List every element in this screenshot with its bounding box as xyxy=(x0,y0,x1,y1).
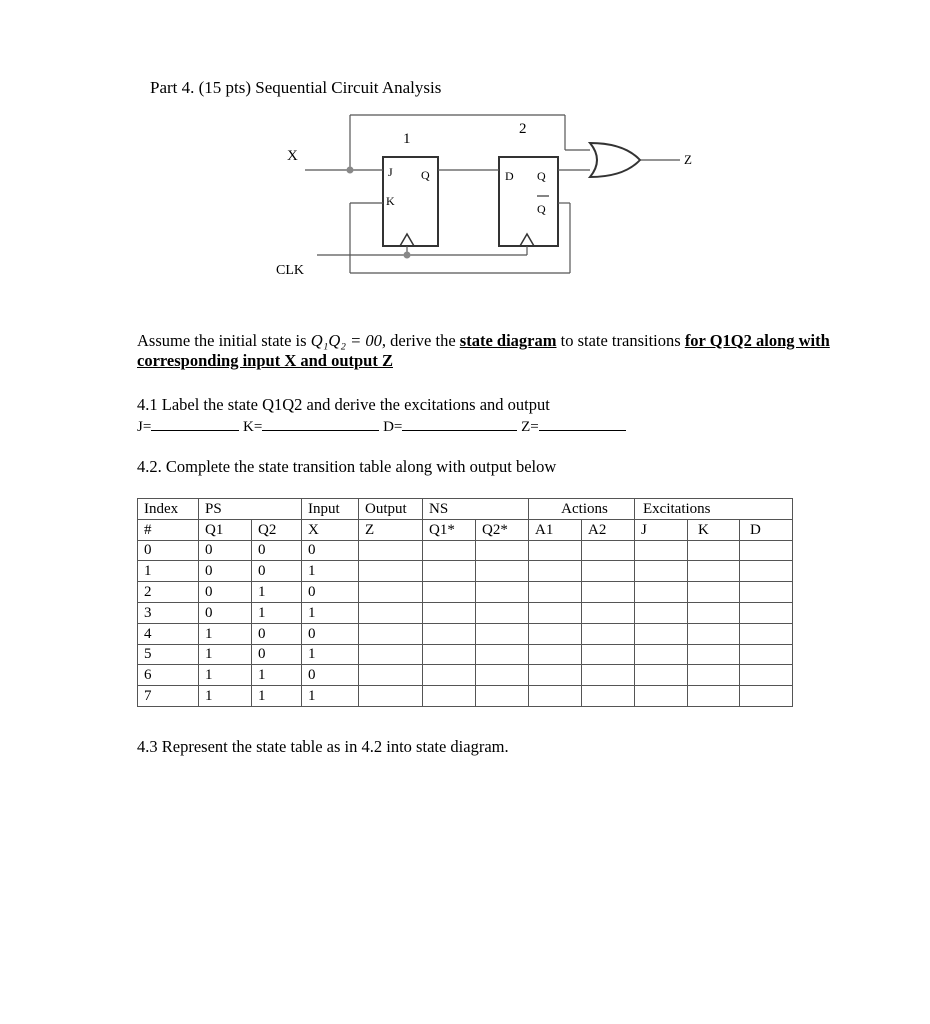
ff2-number: 2 xyxy=(519,121,527,137)
page-title: Part 4. (15 pts) Sequential Circuit Analysis xyxy=(150,78,442,97)
excitation-blanks xyxy=(137,416,626,436)
state-transition-table xyxy=(137,498,793,707)
clk-junction-dot xyxy=(404,252,411,259)
ff2-d-pin: D xyxy=(505,169,514,183)
bold-for-q1q2: for Q1Q2 along with corresponding input X and output Z xyxy=(137,331,830,370)
h1-output: Output xyxy=(359,499,423,520)
j-label: J= xyxy=(137,419,152,435)
x-junction-dot xyxy=(347,167,354,174)
section-4-3: 4.3 Represent the state table as in 4.2 into state diagram. xyxy=(137,737,509,756)
z-blank[interactable] xyxy=(539,416,626,431)
label-z: Z xyxy=(684,152,692,167)
ff1-q-pin: Q xyxy=(421,168,430,182)
section-4-2: 4.2. Complete the state transition table along with output below xyxy=(137,457,557,476)
label-clk: CLK xyxy=(276,263,304,278)
z-label: Z= xyxy=(521,419,539,435)
initial-state-math: Q₁Q₂ = 00 xyxy=(310,331,382,350)
d-label: D= xyxy=(383,419,403,435)
d-blank[interactable] xyxy=(402,416,517,431)
h1-index: Index xyxy=(138,499,199,520)
ff2-qbar-pin: Q xyxy=(537,202,546,216)
question-text: Assume the initial state is Q₁Q₂ = 00, derive the state diagram to state transitions for Q1Q2 along with corresponding input X and output Z xyxy=(137,331,830,370)
label-x: X xyxy=(287,148,298,164)
k-label: K= xyxy=(243,419,263,435)
ff2-q-pin: Q xyxy=(537,169,546,183)
h1-excitations: Excitations xyxy=(635,499,793,520)
table-row: 7 1 1 1 xyxy=(138,686,793,707)
ff1-k-pin: K xyxy=(386,194,395,208)
table-row: 1 0 0 1 xyxy=(138,561,793,582)
ff1-j-pin: J xyxy=(388,165,393,179)
table-row: 2 0 1 0 xyxy=(138,582,793,603)
section-4-1: 4.1 Label the state Q1Q2 and derive the excitations and output xyxy=(137,395,550,414)
header-row-1 xyxy=(138,499,793,520)
table-row: 6 1 1 0 xyxy=(138,665,793,686)
table-row: 4 1 0 0 xyxy=(138,623,793,644)
k-blank[interactable] xyxy=(262,416,379,431)
bold-state-diagram: state diagram xyxy=(459,331,557,350)
table-row: 0 0 0 0 xyxy=(138,540,793,561)
h1-input: Input xyxy=(302,499,359,520)
h1-ns: NS xyxy=(423,499,476,520)
table-row: 3 0 1 1 xyxy=(138,602,793,623)
ff1-number: 1 xyxy=(403,131,411,147)
table-row: 5 1 0 1 xyxy=(138,644,793,665)
h1-ps: PS xyxy=(199,499,252,520)
j-blank[interactable] xyxy=(151,416,239,431)
circuit-diagram xyxy=(0,0,930,300)
header-row-2: # Q1 Q2 X Z Q1* Q2* A1 A2 J K D xyxy=(138,519,793,540)
h1-actions: Actions xyxy=(529,499,635,520)
